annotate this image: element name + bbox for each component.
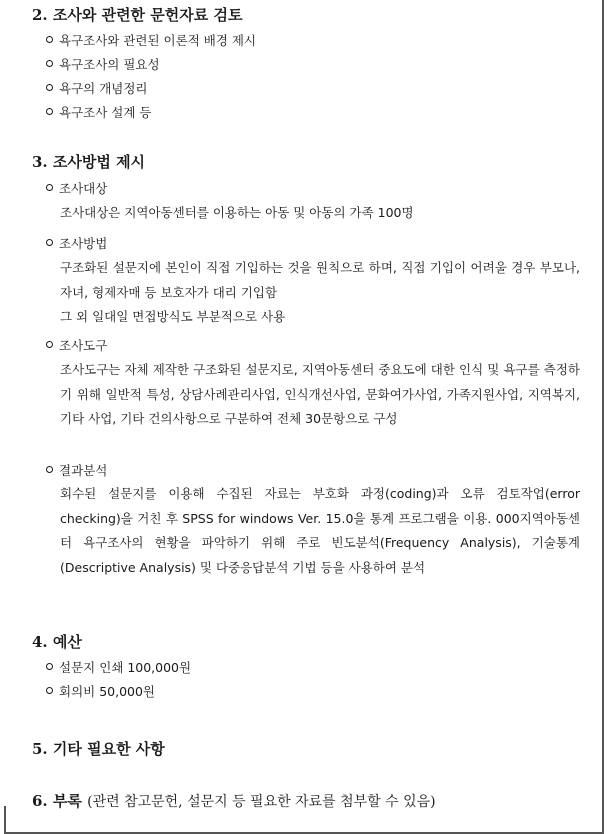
subsection-label: 조사대상	[46, 179, 107, 197]
circle-bullet-icon	[46, 341, 53, 348]
subsection-text: 그 외 일대일 면접방식도 부분적으로 사용	[60, 309, 286, 324]
circle-bullet-icon	[46, 687, 53, 694]
bullet-item: 설문지 인쇄 100,000원	[46, 658, 191, 676]
bullet-item: 욕구조사와 관련된 이론적 배경 제시	[46, 31, 256, 49]
section-3-heading: 3. 조사방법 제시	[32, 153, 146, 171]
subsection-text: 조사대상은 지역아동센터를 이용하는 아동 및 아동의 가족 100명	[60, 205, 414, 220]
bullet-item: 욕구조사 설계 등	[46, 103, 151, 121]
page-border-left	[4, 806, 6, 834]
subsection-label: 결과분석	[46, 461, 107, 479]
section-4-heading: 4. 예산	[32, 633, 82, 651]
page-border-right	[602, 0, 604, 834]
circle-bullet-icon	[46, 663, 53, 670]
subsection-text: 조사도구는 자체 제작한 구조화된 설문지로, 지역아동센터 중요도에 대한 인식 및 욕구를 측정하기 위해 일반적 특성, 상담사례관리사업, 인식개선사업, 문화여가사업, 가족지원사업, 지역복지, 기타 사업, 기타 건의사항으로 구분하여 전체 30문항으로 구성	[60, 362, 580, 427]
bullet-item: 욕구조사의 필요성	[46, 55, 160, 73]
circle-bullet-icon	[46, 36, 53, 43]
circle-bullet-icon	[46, 84, 53, 91]
circle-bullet-icon	[46, 184, 53, 191]
circle-bullet-icon	[46, 108, 53, 115]
circle-bullet-icon	[46, 466, 53, 473]
subsection-label: 조사방법	[46, 234, 107, 252]
circle-bullet-icon	[46, 60, 53, 67]
section-6-heading: 6. 부록 (관련 참고문헌, 설문지 등 필요한 자료를 첨부할 수 있음)	[32, 792, 436, 810]
subsection-text: 회수된 설문지를 이용해 수집된 자료는 부호화 과정(coding)과 오류 검토작업(error checking)을 거친 후 SPSS for windows Ver. 15.0을 통계 프로그램을 이용. 000지역아동센터 욕구조사의 현황을 파악하기 위해 주로 빈도분석(Frequency Analysis), 기술통계(Descriptive Analysis) 및 다중응답분석 기법 등을 사용하여 분석	[60, 486, 580, 576]
subsection-text: 구조화된 설문지에 본인이 직접 기입하는 것을 원칙으로 하며, 직접 기입이 어려울 경우 부모나, 자녀, 형제자매 등 보호자가 대리 기입함	[60, 260, 580, 300]
bullet-item: 욕구의 개념정리	[46, 79, 148, 97]
section-6-note: (관련 참고문헌, 설문지 등 필요한 자료를 첨부할 수 있음)	[87, 794, 436, 810]
bullet-item: 회의비 50,000원	[46, 682, 155, 700]
section-2-heading: 2. 조사와 관련한 문헌자료 검토	[32, 6, 243, 24]
subsection-label: 조사도구	[46, 336, 107, 354]
circle-bullet-icon	[46, 239, 53, 246]
section-5-heading: 5. 기타 필요한 사항	[32, 740, 165, 758]
